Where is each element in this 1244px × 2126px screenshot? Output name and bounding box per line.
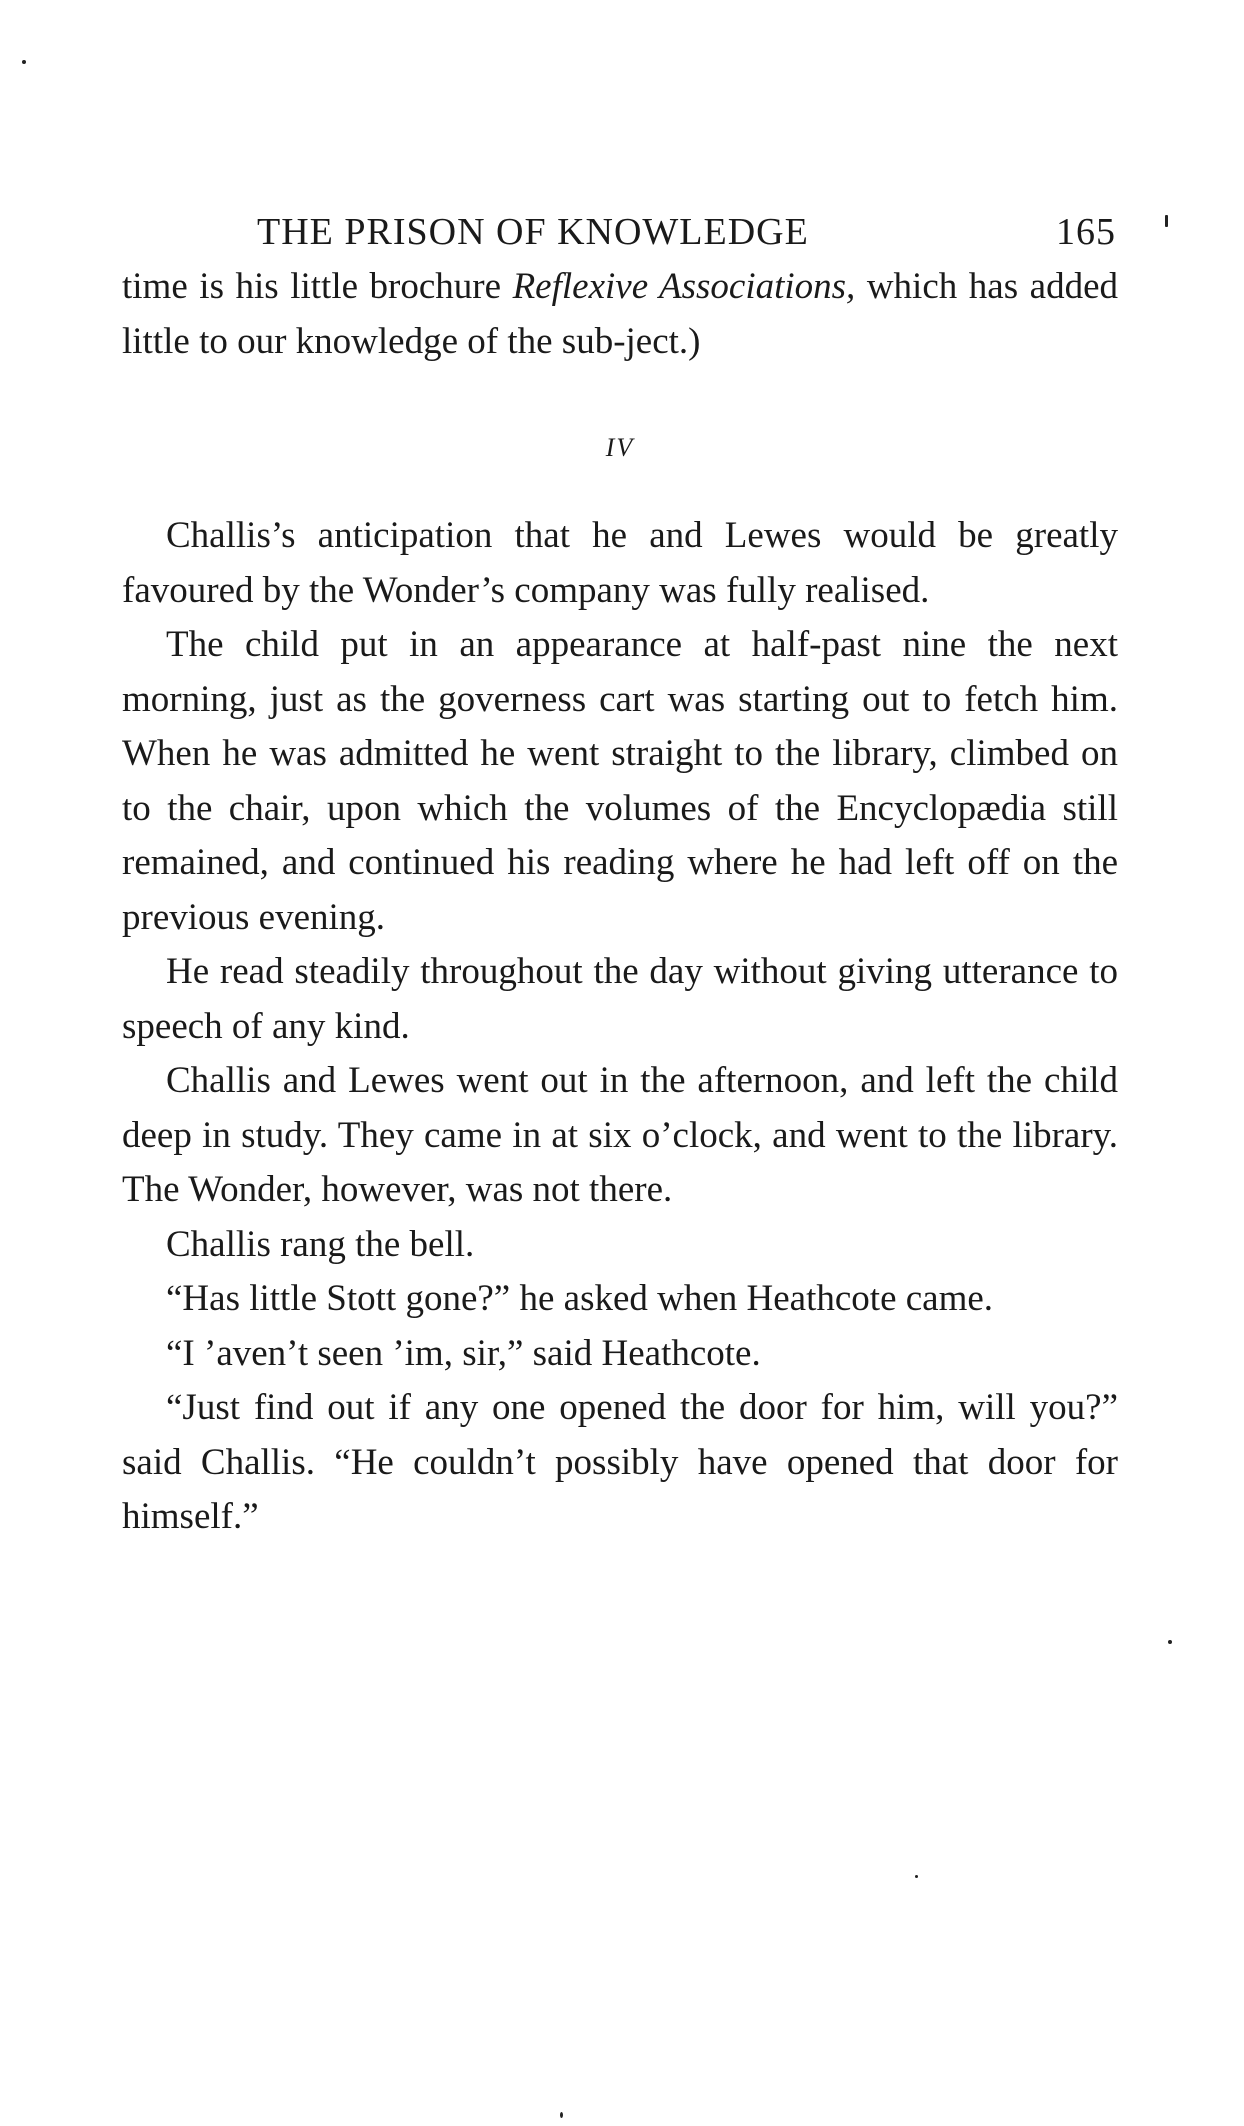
paragraph: “Has little Stott gone?” he asked when Heathcote came. — [166, 1278, 994, 1319]
page-number: 165 — [1056, 211, 1116, 253]
paragraph: “Just find out if any one opened the door for him, will you?” said Challis. “He couldn’t possibly have opened that door for himself.” — [122, 1387, 1118, 1537]
page-speck — [22, 60, 26, 64]
paragraph: Challis and Lewes went out in the afternoon, and left the child deep in study. They came in at six o’clock, and went to the library. The Wonder, however, was not there. — [122, 1060, 1118, 1210]
paragraph: He read steadily throughout the day without giving utterance to speech of any kind. — [122, 951, 1118, 1047]
paragraph: The child put in an appearance at half-past nine the next morning, just as the governess cart was starting out to fetch him. When he was admitted he went straight to the library, climbed on to the chair, upon which the volumes of the Encyclopædia still remained, and continued his reading where he had left off on the previous evening. — [122, 624, 1118, 938]
page-speck — [915, 1875, 918, 1878]
opening-text: time is his little brochure — [122, 266, 513, 307]
opening-paragraph — [122, 260, 1118, 369]
page-speck — [1165, 215, 1168, 227]
section-number: IV — [605, 433, 635, 462]
running-head — [122, 200, 1118, 260]
paragraph: Challis rang the bell. — [166, 1223, 475, 1265]
page-speck — [560, 2112, 563, 2118]
paragraph: Challis’s anticipation that he and Lewes would be greatly favoured by the Wonder’s company was fully realised. — [122, 515, 1118, 611]
opening-text-continued: which has added little to our knowledge of the sub-ject.) — [122, 266, 1118, 362]
running-title: THE PRISON OF KNOWLEDGE — [257, 211, 809, 253]
book-title: Reflexive Associations, — [512, 266, 856, 307]
book-page — [122, 200, 1118, 1545]
page-speck — [1168, 1640, 1172, 1644]
paragraph: “I ’aven’t seen ’im, sir,” said Heathcote. — [166, 1332, 761, 1374]
